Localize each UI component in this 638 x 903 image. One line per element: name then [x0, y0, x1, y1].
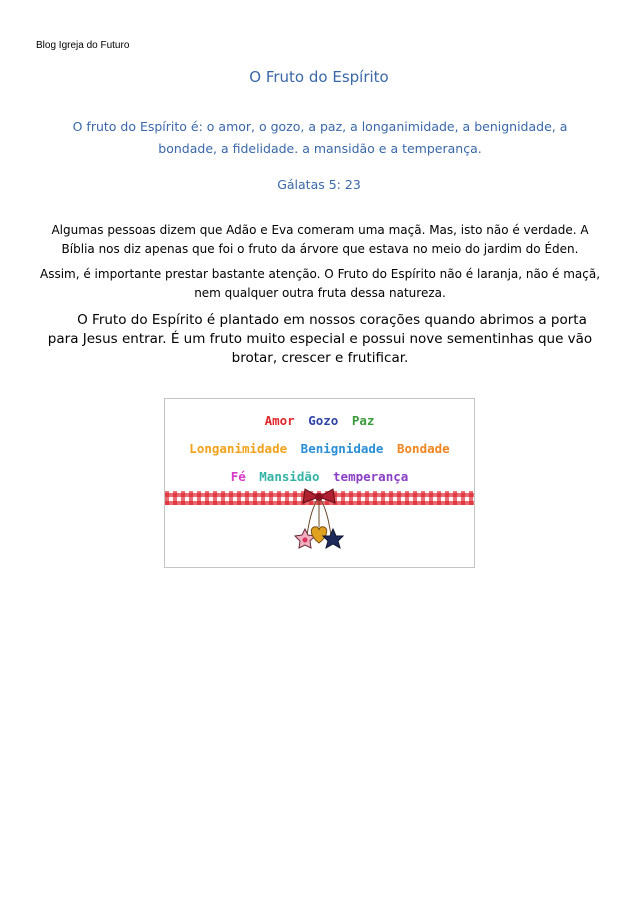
fruit-word-fe: Fé: [230, 469, 246, 484]
paragraph-attention: Assim, é importante prestar bastante atenção. O Fruto do Espírito não é laranja, não é maçã, nem qualquer outra fruta dessa natureza.: [39, 267, 601, 300]
fruits-row-1: [165, 413, 474, 428]
fruits-image: [164, 398, 475, 568]
heart-icon: [311, 527, 326, 543]
fruit-word-temperanca: temperança: [333, 469, 409, 484]
bow-knot-icon: [315, 493, 323, 501]
fruits-row-2: [165, 441, 474, 456]
charm-pendant-icon: [283, 479, 355, 557]
fruit-word-amor: Amor: [264, 413, 295, 428]
fruit-word-bondade: Bondade: [397, 441, 450, 456]
fruit-word-gozo: Gozo: [308, 413, 339, 428]
paragraph-heart: [40, 311, 600, 368]
fruit-word-longanimidade: Longanimidade: [189, 441, 288, 456]
paragraph-heart-text: O Fruto do Espírito é plantado em nossos corações quando abrimos a porta para Jesus entrar. É um fruto muito especial e possui nove sementinhas que vão brotar, crescer e frutificar.: [47, 312, 593, 366]
fruit-word-mansidao: Mansidão: [259, 469, 320, 484]
paragraph-adam-eve: Algumas pessoas dizem que Adão e Eva comeram uma maçã. Mas, isto não é verdade. A Bíblia nos diz apenas que foi o fruto da árvore que estava no meio do jardim do Éden.: [51, 223, 589, 256]
verse-reference: Gálatas 5: 23: [277, 177, 361, 192]
page-title: O Fruto do Espírito: [249, 68, 389, 86]
bible-verse: O fruto do Espírito é: o amor, o gozo, a paz, a longanimidade, a benignidade, a bondade, a fidelidade. a mansidão e a temperança.: [72, 119, 568, 156]
fruit-word-benignidade: Benignidade: [300, 441, 384, 456]
blog-header: Blog Igreja do Futuro: [36, 40, 130, 51]
fruit-word-paz: Paz: [351, 413, 375, 428]
